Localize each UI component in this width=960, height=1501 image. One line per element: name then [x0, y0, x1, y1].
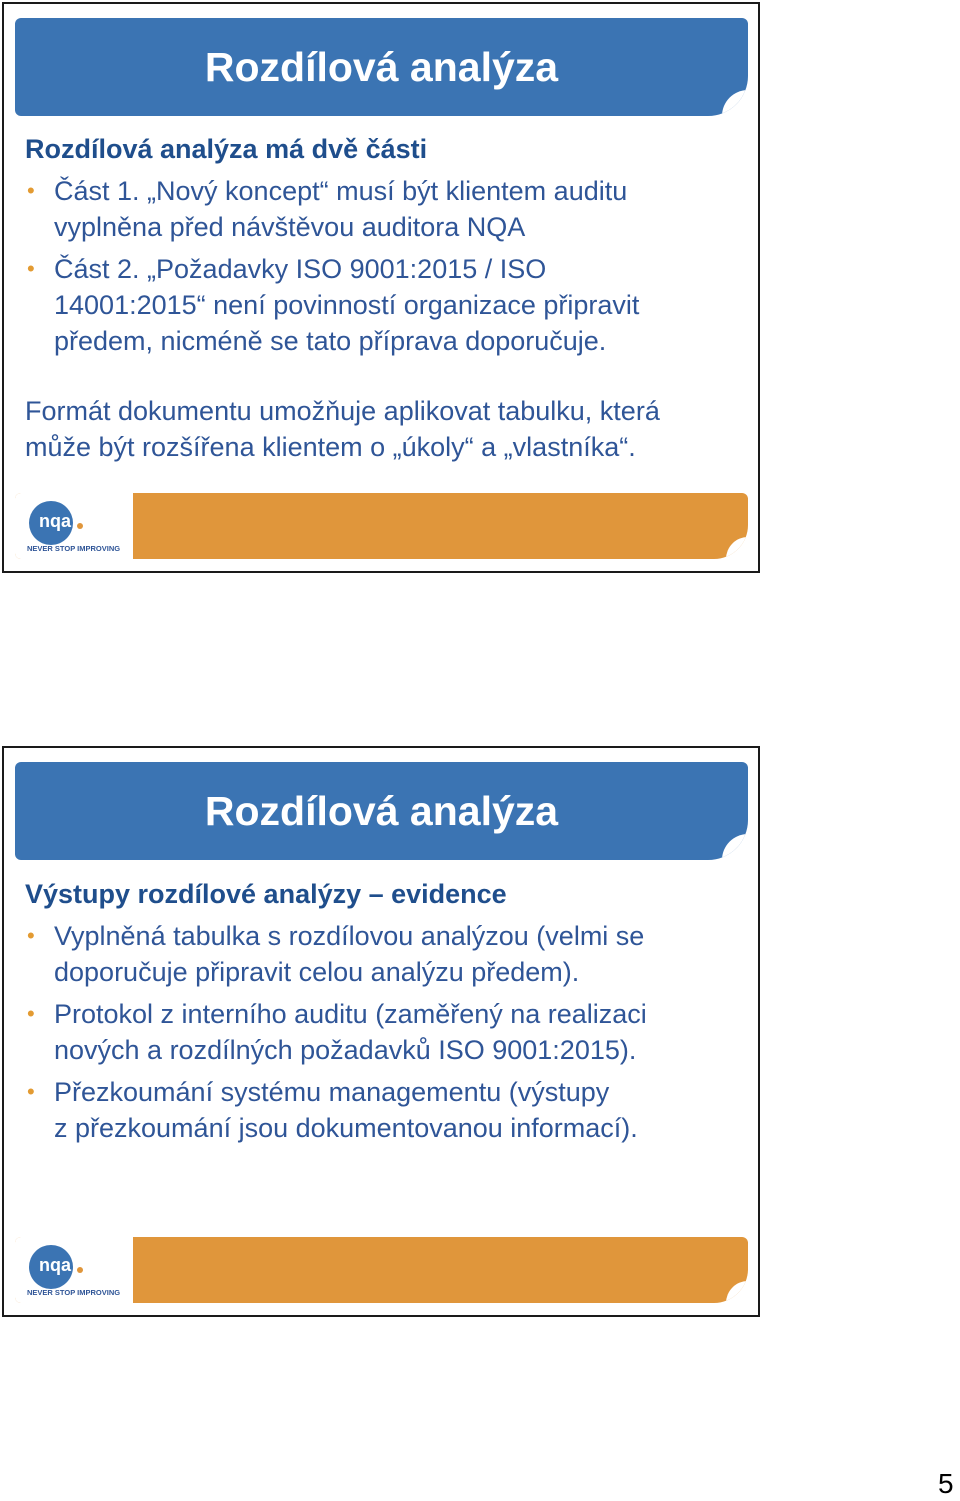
slide-title: Rozdílová analýza [204, 44, 559, 90]
logo-dot-icon [77, 1267, 83, 1273]
slide-2 [2, 746, 760, 1317]
list-item [25, 918, 738, 990]
list-item-text: 14001:2015“ není povinností organizace připravit [54, 290, 640, 320]
list-item-text: vyplněna před návštěvou auditora NQA [54, 212, 526, 242]
list-item-text: Část 2. „Požadavky ISO 9001:2015 / ISO [54, 254, 547, 284]
nqa-logo [15, 1237, 133, 1303]
bullet-icon: • [27, 1079, 35, 1104]
slide-footer [15, 1237, 748, 1303]
paragraph-text: může být rozšířena klientem o „úkoly“ a „vlastníka“. [25, 432, 636, 462]
bullet-icon: • [27, 1001, 35, 1026]
nqa-logo [15, 493, 133, 559]
bullet-icon: • [27, 256, 35, 281]
list-item-text: Protokol z interního auditu (zaměřený na realizaci [54, 999, 647, 1029]
list-item-text: Část 1. „Nový koncept“ musí být klientem auditu [54, 176, 628, 206]
list-item [25, 996, 738, 1068]
list-item-text: Vyplněná tabulka s rozdílovou analýzou (velmi se [54, 921, 645, 951]
list-item-text: doporučuje připravit celou analýzu předem). [54, 957, 580, 987]
slide-title-banner [15, 18, 748, 116]
list-item [25, 1074, 738, 1146]
list-item-text: předem, nicméně se tato příprava doporučuje. [54, 326, 607, 356]
slide-heading: Rozdílová analýza má dvě části [25, 134, 428, 164]
slide-title-banner [15, 762, 748, 860]
list-item-text: z přezkoumání jsou dokumentovanou informací). [54, 1113, 638, 1143]
logo-tagline: NEVER STOP IMPROVING [27, 1288, 121, 1297]
bullet-icon: • [27, 923, 35, 948]
slide-content [25, 876, 738, 1152]
bullet-icon: • [27, 178, 35, 203]
slide-content [25, 131, 738, 465]
list-item [25, 251, 738, 359]
list-item-text: Přezkoumání systému managementu (výstupy [54, 1077, 610, 1107]
logo-dot-icon [77, 523, 83, 529]
slide-1 [2, 2, 760, 573]
list-item [25, 173, 738, 245]
logo-text: nqa [38, 511, 71, 531]
page-number: 5 [938, 1468, 954, 1499]
slide-heading: Výstupy rozdílové analýzy – evidence [25, 879, 507, 909]
bullet-list [25, 918, 738, 1146]
logo-text: nqa [38, 1255, 71, 1275]
paragraph-text: Formát dokumentu umožňuje aplikovat tabulku, která [25, 396, 660, 426]
paragraph [25, 393, 738, 465]
bullet-list [25, 173, 738, 359]
list-item-text: nových a rozdílných požadavků ISO 9001:2015). [54, 1035, 637, 1065]
slide-footer [15, 493, 748, 559]
logo-tagline: NEVER STOP IMPROVING [27, 544, 121, 553]
slide-title: Rozdílová analýza [204, 788, 559, 834]
